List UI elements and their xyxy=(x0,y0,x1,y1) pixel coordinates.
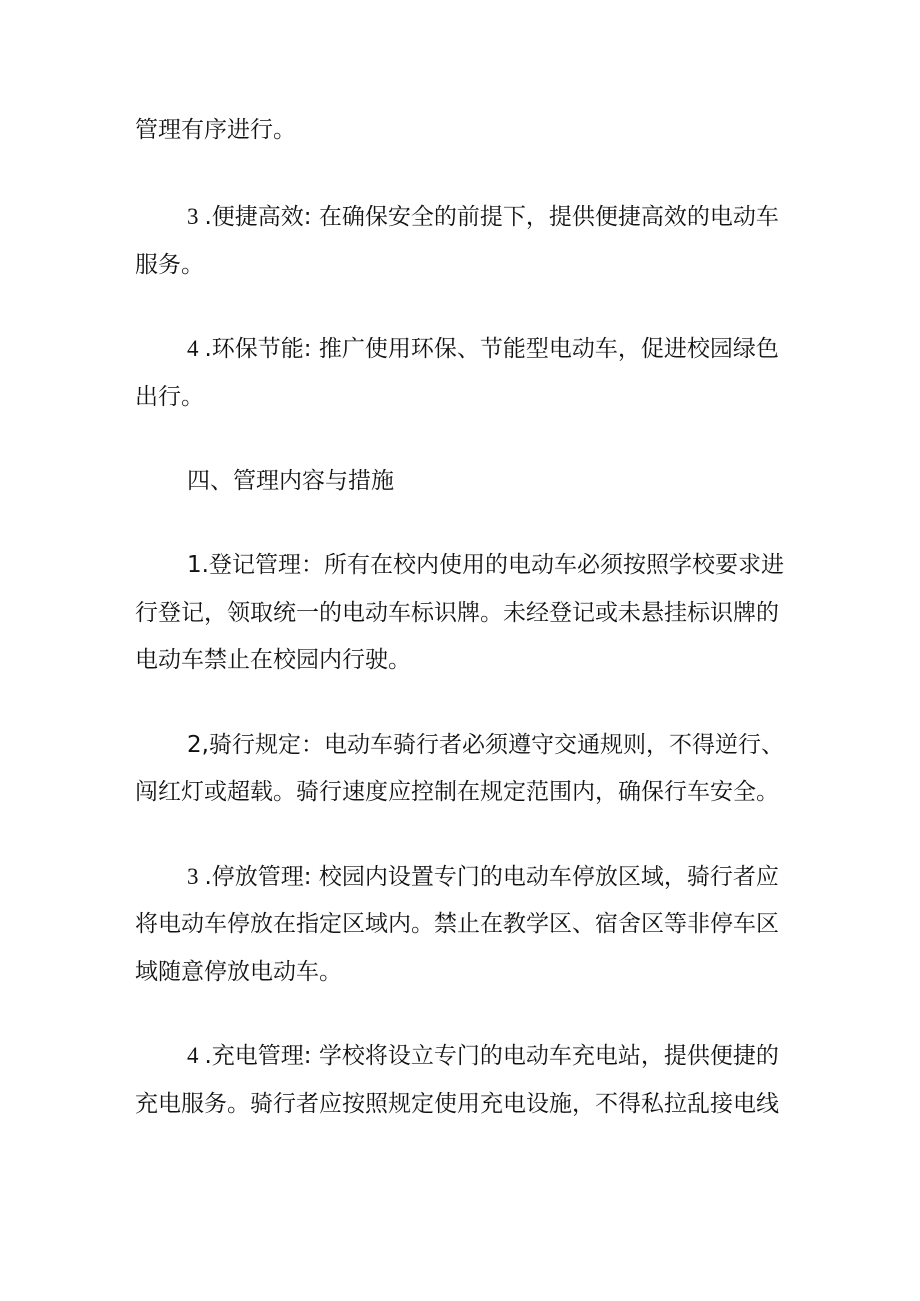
paragraph-line: 1.登记管理：所有在校内使用的电动车必须按照学校要求进 xyxy=(187,552,784,578)
paragraph-line xyxy=(187,334,795,364)
paragraph-line: 域随意停放电动车。 xyxy=(135,959,342,985)
paragraph-text: .便捷高效: 在确保安全的前提下，提供便捷高效的电动车 xyxy=(204,204,779,230)
paragraph-text: .环保节能: 推广使用环保、节能型电动车，促进校园绿色 xyxy=(204,336,779,362)
paragraph-line: 出行。 xyxy=(135,384,204,410)
list-number: 3 xyxy=(187,204,199,229)
paragraph-text: .停放管理: 校园内设置专门的电动车停放区域，骑行者应 xyxy=(204,864,779,890)
paragraph-line xyxy=(187,1041,795,1071)
paragraph-line: 电动车禁止在校园内行驶。 xyxy=(135,647,411,673)
paragraph-line: 2,骑行规定：电动车骑行者必须遵守交通规则，不得逆行、 xyxy=(187,732,784,758)
paragraph-line: 行登记，领取统一的电动车标识牌。未经登记或未悬挂标识牌的 xyxy=(135,600,779,626)
paragraph-line: 闯红灯或超载。骑行速度应控制在规定范围内，确保行车安全。 xyxy=(135,779,779,805)
paragraph-line xyxy=(187,202,795,232)
list-number: 3 xyxy=(187,864,199,889)
list-number: 4 xyxy=(187,1043,199,1068)
paragraph-line: 将电动车停放在指定区域内。禁止在教学区、宿舍区等非停车区 xyxy=(135,911,779,937)
list-number: 4 xyxy=(187,336,199,361)
paragraph-line xyxy=(187,862,795,892)
paragraph-text: .充电管理: 学校将设立专门的电动车充电站，提供便捷的 xyxy=(204,1043,779,1069)
paragraph-line: 充电服务。骑行者应按照规定使用充电设施，不得私拉乱接电线 xyxy=(135,1091,779,1117)
paragraph-line: 管理有序进行。 xyxy=(135,117,296,143)
paragraph-line: 服务。 xyxy=(135,252,204,278)
section-heading: 四、管理内容与措施 xyxy=(187,468,394,494)
